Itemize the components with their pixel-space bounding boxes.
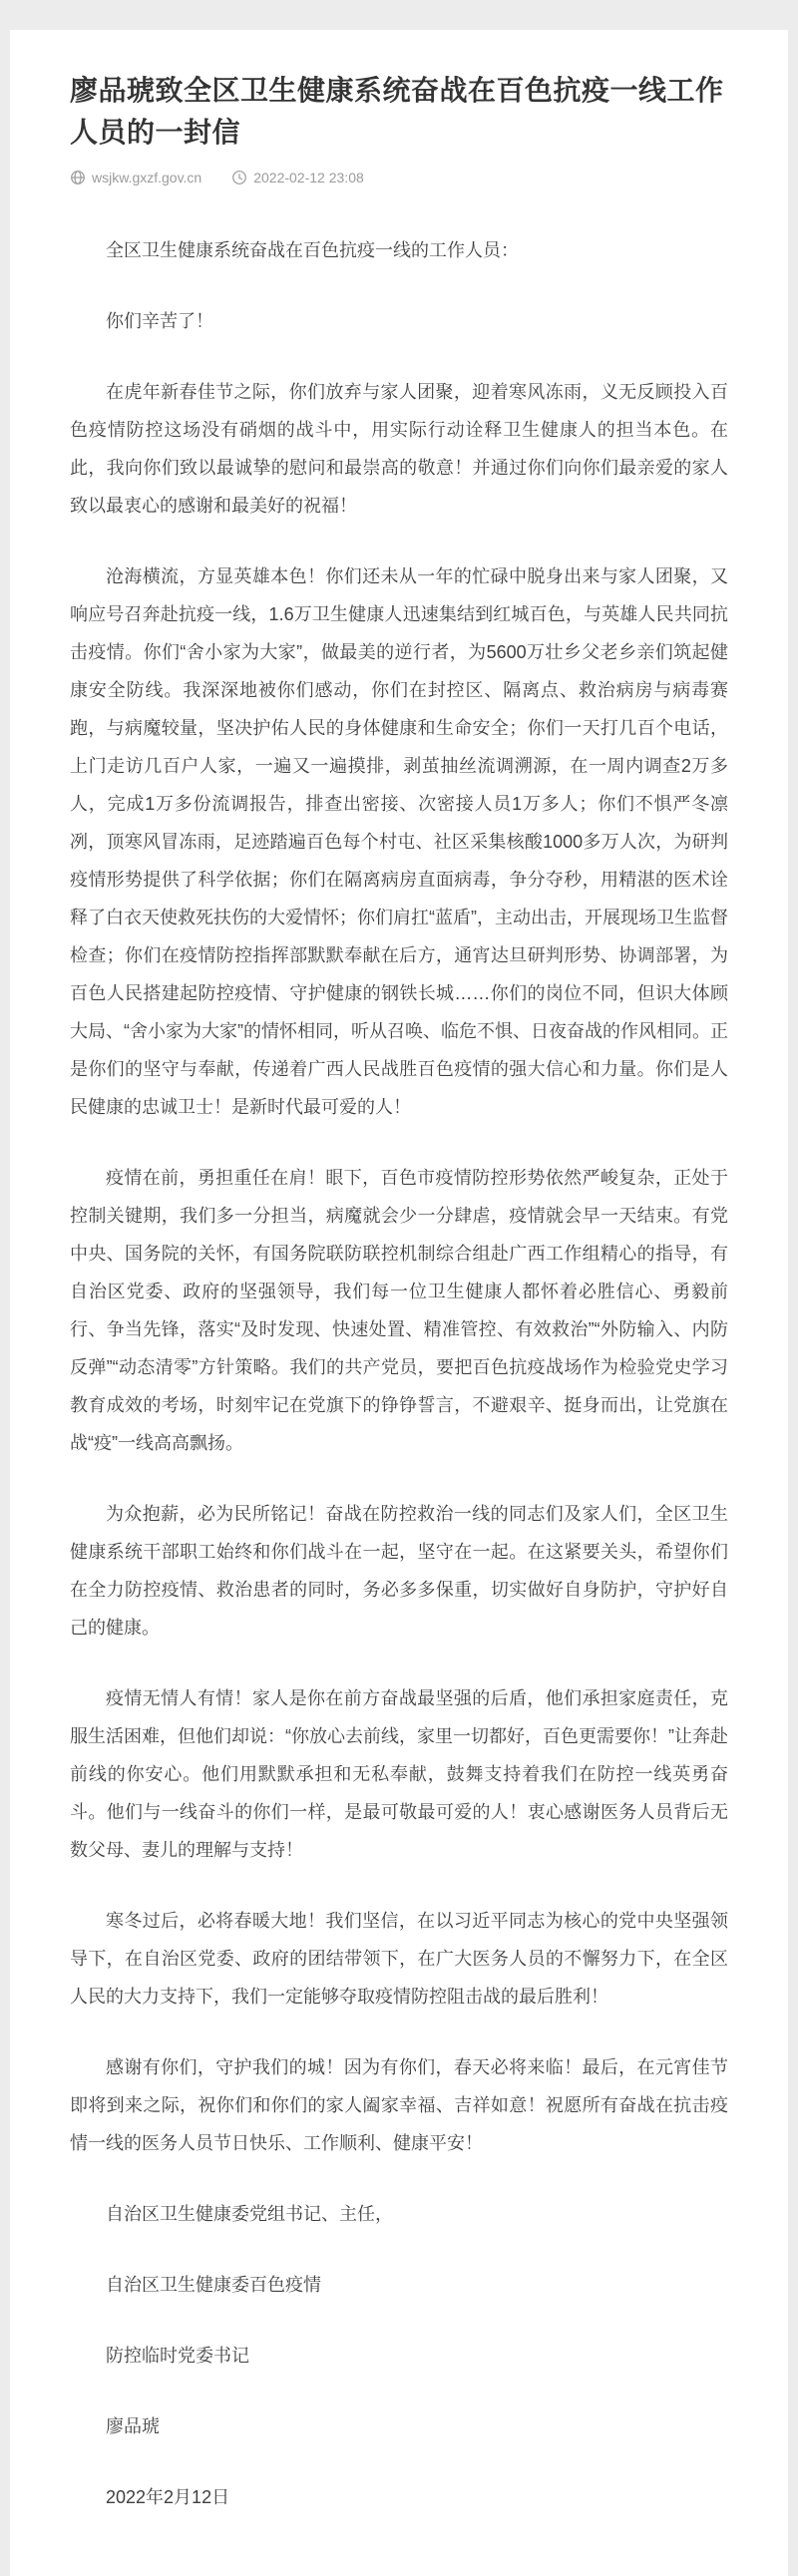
meta-source-text: wsjkw.gxzf.gov.cn [92, 170, 202, 185]
paragraph: 感谢有你们，守护我们的城！因为有你们，春天必将来临！最后，在元宵佳节即将到来之际，祝你们和你们的家人阖家幸福、吉祥如意！祝愿所有奋战在抗击疫情一线的医务人员节日快乐、工作顺利、健康平安！ [70, 2057, 728, 2153]
paragraph: 2022年2月12日 [106, 2487, 230, 2507]
paragraph: 自治区卫生健康委百色疫情 [106, 2275, 321, 2295]
paragraph: 自治区卫生健康委党组书记、主任， [106, 2204, 393, 2224]
article-body [70, 231, 728, 2516]
paragraph: 全区卫生健康系统奋战在百色抗疫一线的工作人员： [106, 240, 519, 260]
meta-time-text: 2022-02-12 23:08 [253, 170, 364, 185]
globe-icon [70, 170, 86, 185]
paragraph: 疫情在前，勇担重任在肩！眼下，百色市疫情防控形势依然严峻复杂，正处于控制关键期，我们多一分担当，病魔就会少一分肆虐，疫情就会早一天结束。有党中央、国务院的关怀，有国务院联防联控机制综合组赴广西工作组精心的指导，有自治区党委、政府的坚强领导，我们每一位卫生健康人都怀着必胜信心、勇毅前行、争当先锋，落实“及时发现、快速处置、精准管控、有效救治”“外防输入、内防反弹”“动态清零”方针策略。我们的共产党员，要把百色抗疫战场作为检验党史学习教育成效的考场，时刻牢记在党旗下的铮铮誓言，不避艰辛、挺身而出，让党旗在战“疫”一线高高飘扬。 [70, 1168, 728, 1453]
paragraph: 廖品琥 [106, 2416, 160, 2436]
meta-time [231, 170, 364, 185]
paragraph: 沧海横流，方显英雄本色！你们还未从一年的忙碌中脱身出来与家人团聚，又响应号召奔赴抗疫一线，1.6万卫生健康人迅速集结到红城百色，与英雄人民共同抗击疫情。你们“舍小家为大家”，做最美的逆行者，为5600万壮乡父老乡亲们筑起健康安全防线。我深深地被你们感动，你们在封控区、隔离点、救治病房与病毒赛跑，与病魔较量，坚决护佑人民的身体健康和生命安全；你们一天打几百个电话，上门走访几百户人家，一遍又一遍摸排，剥茧抽丝流调溯源，在一周内调查2万多人，完成1万多份流调报告，排查出密接、次密接人员1万多人；你们不惧严冬凛冽，顶寒风冒冻雨，足迹踏遍百色每个村屯、社区采集核酸1000多万人次，为研判疫情形势提供了科学依据；你们在隔离病房直面病毒，争分夺秒，用精湛的医术诠释了白衣天使救死扶伤的大爱情怀；你们肩扛“蓝盾”，主动出击，开展现场卫生监督检查；你们在疫情防控指挥部默默奉献在后方，通宵达旦研判形势、协调部署，为百色人民搭建起防控疫情、守护健康的钢铁长城……你们的岗位不同，但识大体顾大局、“舍小家为大家”的情怀相同，听从召唤、临危不惧、日夜奋战的作风相同。正是你们的坚守与奉献，传递着广西人民战胜百色疫情的强大信心和力量。你们是人民健康的忠诚卫士！是新时代最可爱的人！ [70, 566, 728, 1117]
paragraph: 你们辛苦了！ [106, 311, 213, 331]
paragraph: 寒冬过后，必将春暖大地！我们坚信，在以习近平同志为核心的党中央坚强领导下，在自治区党委、政府的团结带领下，在广大医务人员的不懈努力下，在全区人民的大力支持下，我们一定能够夺取疫情防控阻击战的最后胜利！ [70, 1911, 728, 2007]
paragraph: 防控临时党委书记 [106, 2346, 249, 2366]
article-meta [70, 168, 728, 187]
paragraph: 在虎年新春佳节之际，你们放弃与家人团聚，迎着寒风冻雨，义无反顾投入百色疫情防控这场没有硝烟的战斗中，用实际行动诠释卫生健康人的担当本色。在此，我向你们致以最诚挚的慰问和最崇高的敬意！并通过你们向你们最亲爱的家人致以最衷心的感谢和最美好的祝福！ [70, 382, 728, 516]
paragraph: 为众抱薪，必为民所铭记！奋战在防控救治一线的同志们及家人们，全区卫生健康系统干部职工始终和你们战斗在一起，坚守在一起。在这紧要关头，希望你们在全力防控疫情、救治患者的同时，务必多多保重，切实做好自身防护，守护好自己的健康。 [70, 1504, 728, 1638]
paragraph: 疫情无情人有情！家人是你在前方奋战最坚强的后盾，他们承担家庭责任，克服生活困难，但他们却说：“你放心去前线，家里一切都好，百色更需要你！”让奔赴前线的你安心。他们用默默承担和无私奉献，鼓舞支持着我们在防控一线英勇奋斗。他们与一线奋斗的你们一样，是最可敬最可爱的人！衷心感谢医务人员背后无数父母、妻儿的理解与支持！ [70, 1688, 728, 1860]
article-title: 廖品琥致全区卫生健康系统奋战在百色抗疫一线工作人员的一封信 [70, 75, 724, 148]
clock-icon [231, 170, 247, 185]
meta-source [70, 170, 201, 185]
article-card [10, 30, 788, 2576]
